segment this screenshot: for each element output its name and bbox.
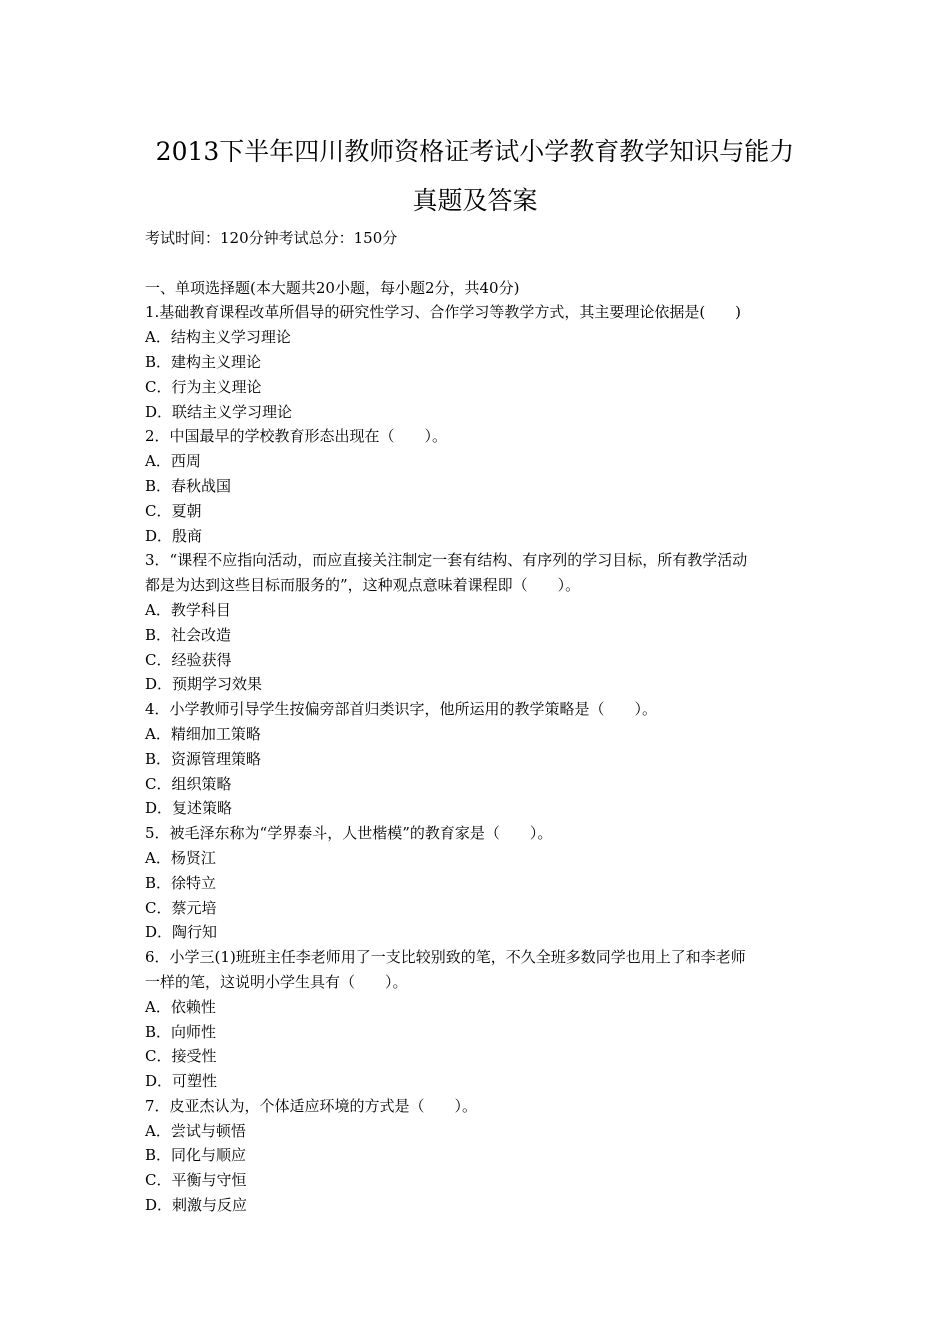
- answer-option: B．徐特立: [145, 873, 217, 892]
- answer-option: B．资源管理策略: [145, 749, 262, 768]
- exam-info: 考试时间：120分钟考试总分：150分: [145, 229, 398, 247]
- answer-option: C．接受性: [145, 1047, 217, 1066]
- answer-option: A．西周: [145, 452, 201, 471]
- blank-line: [145, 251, 817, 276]
- question-stem: 一样的笔，这说明小学生具有（ ）。: [145, 972, 408, 991]
- answer-option: B．社会改造: [145, 625, 232, 644]
- question-stem: 4．小学教师引导学生按偏旁部首归类识字，他所运用的教学策略是（ ）。: [145, 700, 658, 719]
- question-list: [145, 300, 817, 1217]
- question-stem: 5．被毛泽东称为“学界泰斗，人世楷模”的教育家是（ ）。: [145, 824, 553, 843]
- question-stem: 6．小学三(1)班班主任李老师用了一支比较别致的笔，不久全班多数同学也用上了和李老师: [145, 948, 746, 967]
- question-item: [145, 697, 817, 821]
- answer-option: C．夏朝: [145, 501, 202, 520]
- answer-option: C．行为主义理论: [145, 377, 262, 396]
- question-stem: 7．皮亚杰认为，个体适应环境的方式是（ ）。: [145, 1096, 478, 1115]
- answer-option: C．蔡元培: [145, 898, 217, 917]
- question-stem: 2．中国最早的学校教育形态出现在（ ）。: [145, 427, 448, 446]
- answer-option: D．复述策略: [145, 799, 233, 818]
- answer-option: A．依赖性: [145, 997, 216, 1016]
- document-body: [145, 226, 817, 1218]
- answer-option: D．陶行知: [145, 923, 218, 942]
- answer-option: A．教学科目: [145, 600, 231, 619]
- question-item: [145, 424, 817, 548]
- answer-option: C．组织策略: [145, 774, 232, 793]
- answer-option: D．刺激与反应: [145, 1196, 248, 1215]
- answer-option: B．春秋战国: [145, 476, 232, 495]
- answer-option: A．杨贤江: [145, 848, 216, 867]
- question-stem: 3．“课程不应指向活动，而应直接关注制定一套有结构、有序列的学习目标，所有教学活动: [145, 551, 748, 570]
- answer-option: A．精细加工策略: [145, 724, 261, 743]
- document-title-line-1: 2013下半年四川教师资格证考试小学教育教学知识与能力: [155, 137, 795, 166]
- answer-option: C．经验获得: [145, 650, 232, 669]
- section-heading: 一、单项选择题(本大题共20小题，每小题2分，共40分): [145, 278, 520, 297]
- answer-option: D．殷商: [145, 526, 203, 545]
- answer-option: B．建构主义理论: [145, 352, 262, 371]
- answer-option: B．向师性: [145, 1022, 217, 1041]
- answer-option: D．可塑性: [145, 1072, 218, 1091]
- answer-option: A．尝试与顿悟: [145, 1121, 246, 1140]
- answer-option: A．结构主义学习理论: [145, 328, 291, 347]
- question-item: [145, 548, 817, 697]
- question-item: [145, 300, 817, 424]
- question-item: [145, 821, 817, 945]
- question-stem: 都是为达到这些目标而服务的”，这种观点意味着课程即（ ）。: [145, 576, 581, 595]
- answer-option: D．联结主义学习理论: [145, 402, 293, 421]
- question-item: [145, 1094, 817, 1218]
- document-title-line-2: 真题及答案: [412, 186, 538, 215]
- answer-option: D．预期学习效果: [145, 675, 263, 694]
- question-stem: 1.基础教育课程改革所倡导的研究性学习、合作学习等教学方式，其主要理论依据是( ): [145, 303, 742, 322]
- answer-option: B．同化与顺应: [145, 1146, 247, 1165]
- answer-option: C．平衡与守恒: [145, 1171, 247, 1190]
- question-item: [145, 945, 817, 1094]
